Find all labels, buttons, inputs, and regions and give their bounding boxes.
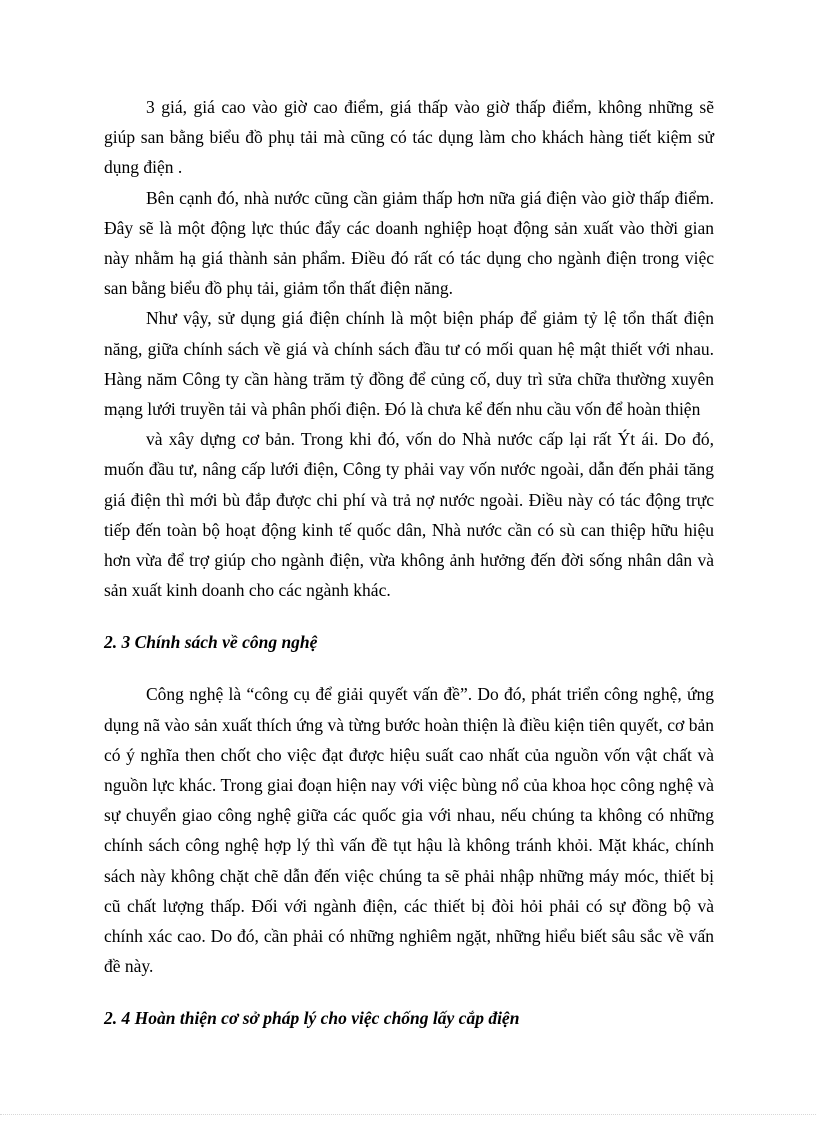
paragraph-capital: và xây dựng cơ bản. Trong khi đó, vốn do Nhà nước cấp lại rất Ýt ái. Do đó, muốn đầu tư, nâng cấp lưới điện, Công ty phải vay vốn nước ngoài, dẫn đến phải tăng giá điện thì mới bù đắp được chi phí và trả nợ nước ngoài. Điều này có tác động trực tiếp đến toàn bộ hoạt động kinh tế quốc dân, Nhà nước cần có sù can thiệp hữu hiệu hơn vừa để trợ giúp cho ngành điện, vừa không ảnh hưởng đến đời sống nhân dân và sản xuất kinh doanh cho các ngành khác. [104,429,714,601]
section-heading-technology: 2. 3 Chính sách về công nghệ [104,632,318,653]
paragraph-investment: Như vậy, sử dụng giá điện chính là một biện pháp để giảm tỷ lệ tổn thất điện năng, giữa chính sách về giá và chính sách đầu tư có mối quan hệ mật thiết với nhau. Hàng năm Công ty cần hàng trăm tỷ đồng để củng cố, duy trì sửa chữa thường xuyên mạng lưới truyền tải và phân phối điện. Đó là chưa kể đến nhu cầu vốn để hoàn thiện [104,308,714,420]
paragraph-pricing: 3 giá, giá cao vào giờ cao điểm, giá thấp vào giờ thấp điểm, không những sẽ giúp san bằng biểu đồ phụ tải mà cũng có tác dụng làm cho khách hàng tiết kiệm sử dụng điện . [104,97,714,178]
page-bottom-divider [0,1114,816,1115]
paragraph-off-peak: Bên cạnh đó, nhà nước cũng cần giảm thấp hơn nữa giá điện vào giờ thấp điểm. Đây sẽ là một động lực thúc đẩy các doanh nghiệp hoạt động sản xuất vào thời gian này nhằm hạ giá thành sản phẩm. Điều đó rất có tác dụng cho ngành điện trong việc san bằng biểu đồ phụ tải, giảm tổn thất điện năng. [104,187,714,299]
paragraph-technology: Công nghệ là “công cụ để giải quyết vấn đề”. Do đó, phát triển công nghệ, ứng dụng nã vào sản xuất thích ứng và từng bước hoàn thiện là điều kiện tiên quyết, cơ bản có ý nghĩa then chốt cho việc đạt được hiệu suất cao nhất của nguồn vốn vật chất và nguồn lực khác. Trong giai đoạn hiện nay với việc bùng nổ của khoa học công nghệ và sự chuyển giao công nghệ giữa các quốc gia với nhau, nếu chúng ta không có những chính sách công nghệ hợp lý thì vấn đề tụt hậu là không tránh khỏi. Mặt khác, chính sách này không chặt chẽ dẫn đến việc chúng ta sẽ phải nhập những máy móc, thiết bị cũ chất lượng thấp. Đối với ngành điện, các thiết bị đòi hỏi phải có sự đồng bộ và chính xác cao. Do đó, cần phải có những nghiêm ngặt, những hiểu biết sâu sắc về vấn đề này. [104,684,714,977]
document-body [104,92,714,1033]
section-heading-legal: 2. 4 Hoàn thiện cơ sở pháp lý cho việc chống lấy cắp điện [104,1008,520,1029]
